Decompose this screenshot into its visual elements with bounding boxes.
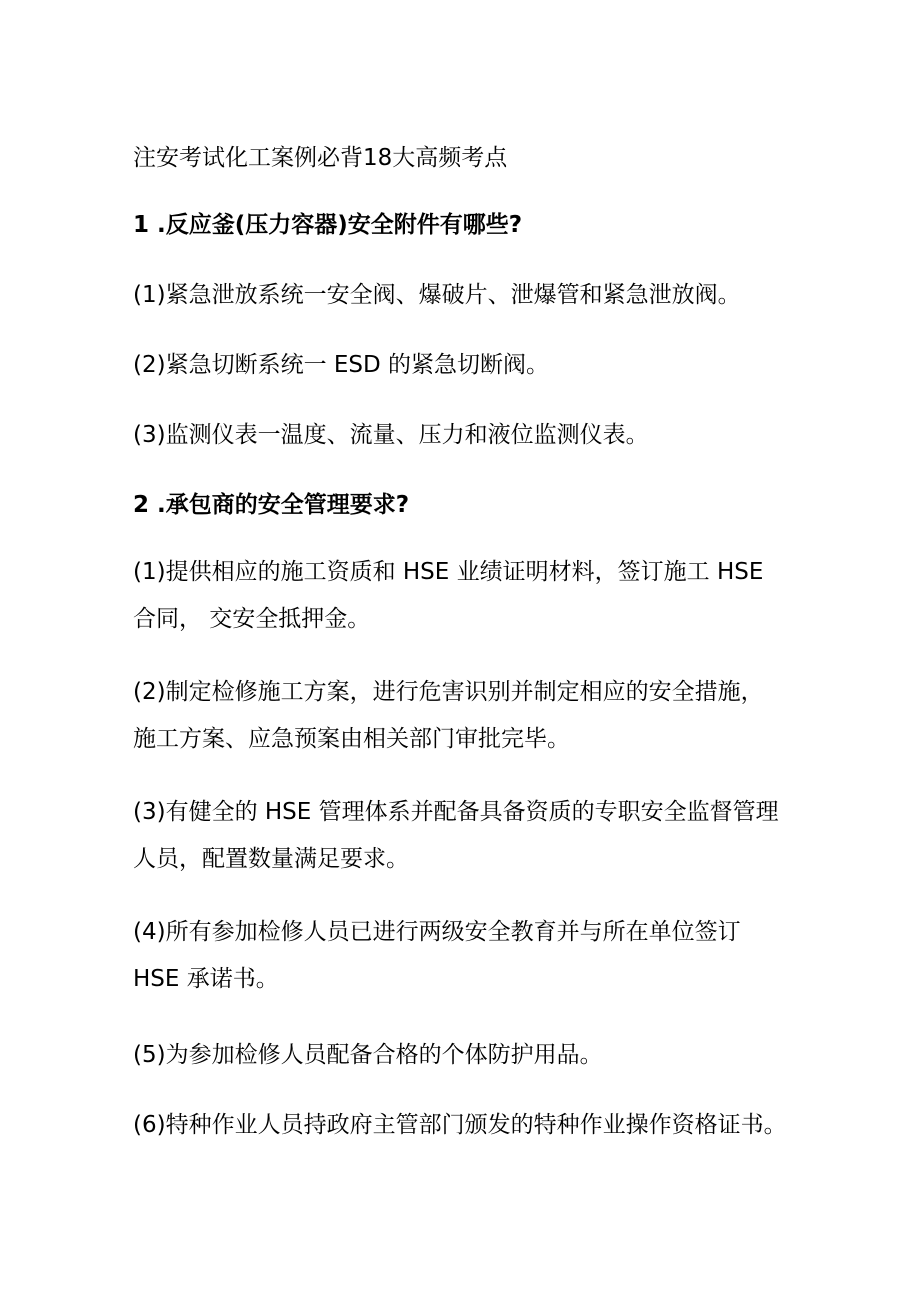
section-2-item-1-line-2: 合同， 交安全抵押金。 bbox=[133, 606, 371, 632]
section-1-item-1: (1)紧急泄放系统一安全阀、爆破片、泄爆管和紧急泄放阀。 bbox=[133, 282, 741, 308]
section-2-item-2-line-2: 施工方案、应急预案由相关部门审批完毕。 bbox=[133, 726, 570, 752]
section-2-heading: 2 .承包商的安全管理要求? bbox=[133, 492, 410, 518]
section-2-item-6: (6)特种作业人员持政府主管部门颁发的特种作业操作资格证书。 bbox=[133, 1112, 787, 1138]
section-2-item-3-line-2: 人员，配置数量满足要求。 bbox=[133, 846, 409, 872]
section-2-item-5: (5)为参加检修人员配备合格的个体防护用品。 bbox=[133, 1042, 603, 1068]
section-2-item-4-line-2: HSE 承诺书。 bbox=[133, 966, 279, 992]
document-title: 注安考试化工案例必背18大高频考点 bbox=[133, 145, 508, 171]
section-2-item-2-line-1: (2)制定检修施工方案，进行危害识别并制定相应的安全措施， bbox=[133, 679, 764, 705]
section-2-item-1-line-1: (1)提供相应的施工资质和 HSE 业绩证明材料，签订施工 HSE bbox=[133, 559, 764, 585]
section-1-item-3: (3)监测仪表一温度、流量、压力和液位监测仪表。 bbox=[133, 422, 649, 448]
section-2-item-4-line-1: (4)所有参加检修人员已进行两级安全教育并与所在单位签订 bbox=[133, 919, 741, 945]
section-2-item-3-line-1: (3)有健全的 HSE 管理体系并配备具备资质的专职安全监督管理 bbox=[133, 799, 779, 825]
section-1-item-2: (2)紧急切断系统一 ESD 的紧急切断阀。 bbox=[133, 352, 550, 378]
section-1-heading: 1 .反应釜(压力容器)安全附件有哪些? bbox=[133, 212, 523, 238]
